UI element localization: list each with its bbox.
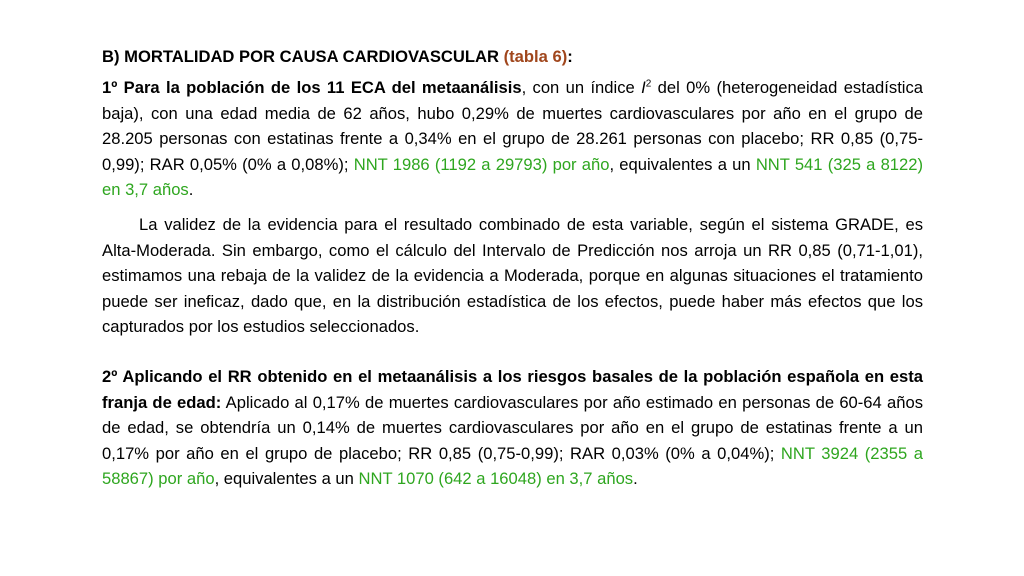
para3-end: . [633,469,638,489]
para1-nnt-year: NNT 1986 (1192 a 29793) por año [353,154,610,174]
para3-nnt-total: NNT 1070 (642 a 16048) en 3,7 años [358,469,634,489]
section-heading [102,44,923,69]
para1-text-1: , con un índice [521,78,642,98]
para1-bold-lead: 1º Para la población de los 11 ECA del metaanálisis [102,78,522,98]
para1-end: . [188,180,194,200]
para3-text-2: , equivalentes a un [214,469,359,489]
paragraph-evidence-validity: La validez de la evidencia para el resultado combinado de esta variable, según el sistema GRADE, es Alta-Moderada. Sin embargo, como el cálculo del Intervalo de Predicción nos arroja un RR 0,85 (0,71-1,01), estimamos una rebaja de la validez de la evidencia a Moderada, porque en algunas situaciones el tratamiento puede ser ineficaz, dado que, en la distribución estadística de los efectos, puede haber más efectos que los capturados por los estudios seleccionados. [102,215,923,337]
slide-body [102,44,923,492]
para3-text-1: Aplicado al 0,17% de muertes cardiovasculares por año estimado en personas de 60-64 años de edad, se obtendría un 0,14% de muertes cardiovasculares por año en el grupo de estatinas frente a un 0,17% por año en el grupo de placebo; RR 0,85 (0,75-0,99); RAR 0,03% (0% a 0,04%); [102,392,923,463]
para1-text-3: , equivalentes a un [609,154,756,174]
heading-text: B) MORTALIDAD POR CAUSA CARDIOVASCULAR [102,47,504,66]
paragraph-spanish-population [102,364,923,491]
para3-nnt-year: NNT 3924 (2355 a 58867) por año [102,443,924,489]
table-reference: (tabla 6) [503,47,568,66]
heading-colon: : [567,47,573,66]
para1-text-2: del 0% (heterogeneidad estadística baja), con una edad media de 62 años, hubo 0,29% de muertes cardiovasculares por año en el grupo de 28.205 personas con estatinas frente a 0,34% en el grupo de 28.261 personas con placebo; RR 0,85 (0,75-0,99); RAR 0,05% (0% a 0,08%); [102,78,924,174]
heterogeneity-i: I [641,78,646,98]
para3-bold-lead: 2º Aplicando el RR obtenido en el metaanálisis a los riesgos basales de la población española en esta franja de edad: [102,367,923,412]
paragraph-meta-analysis [102,75,923,202]
heterogeneity-sup: 2 [645,78,652,90]
para1-nnt-total: NNT 541 (325 a 8122) en 3,7 años [102,154,924,200]
